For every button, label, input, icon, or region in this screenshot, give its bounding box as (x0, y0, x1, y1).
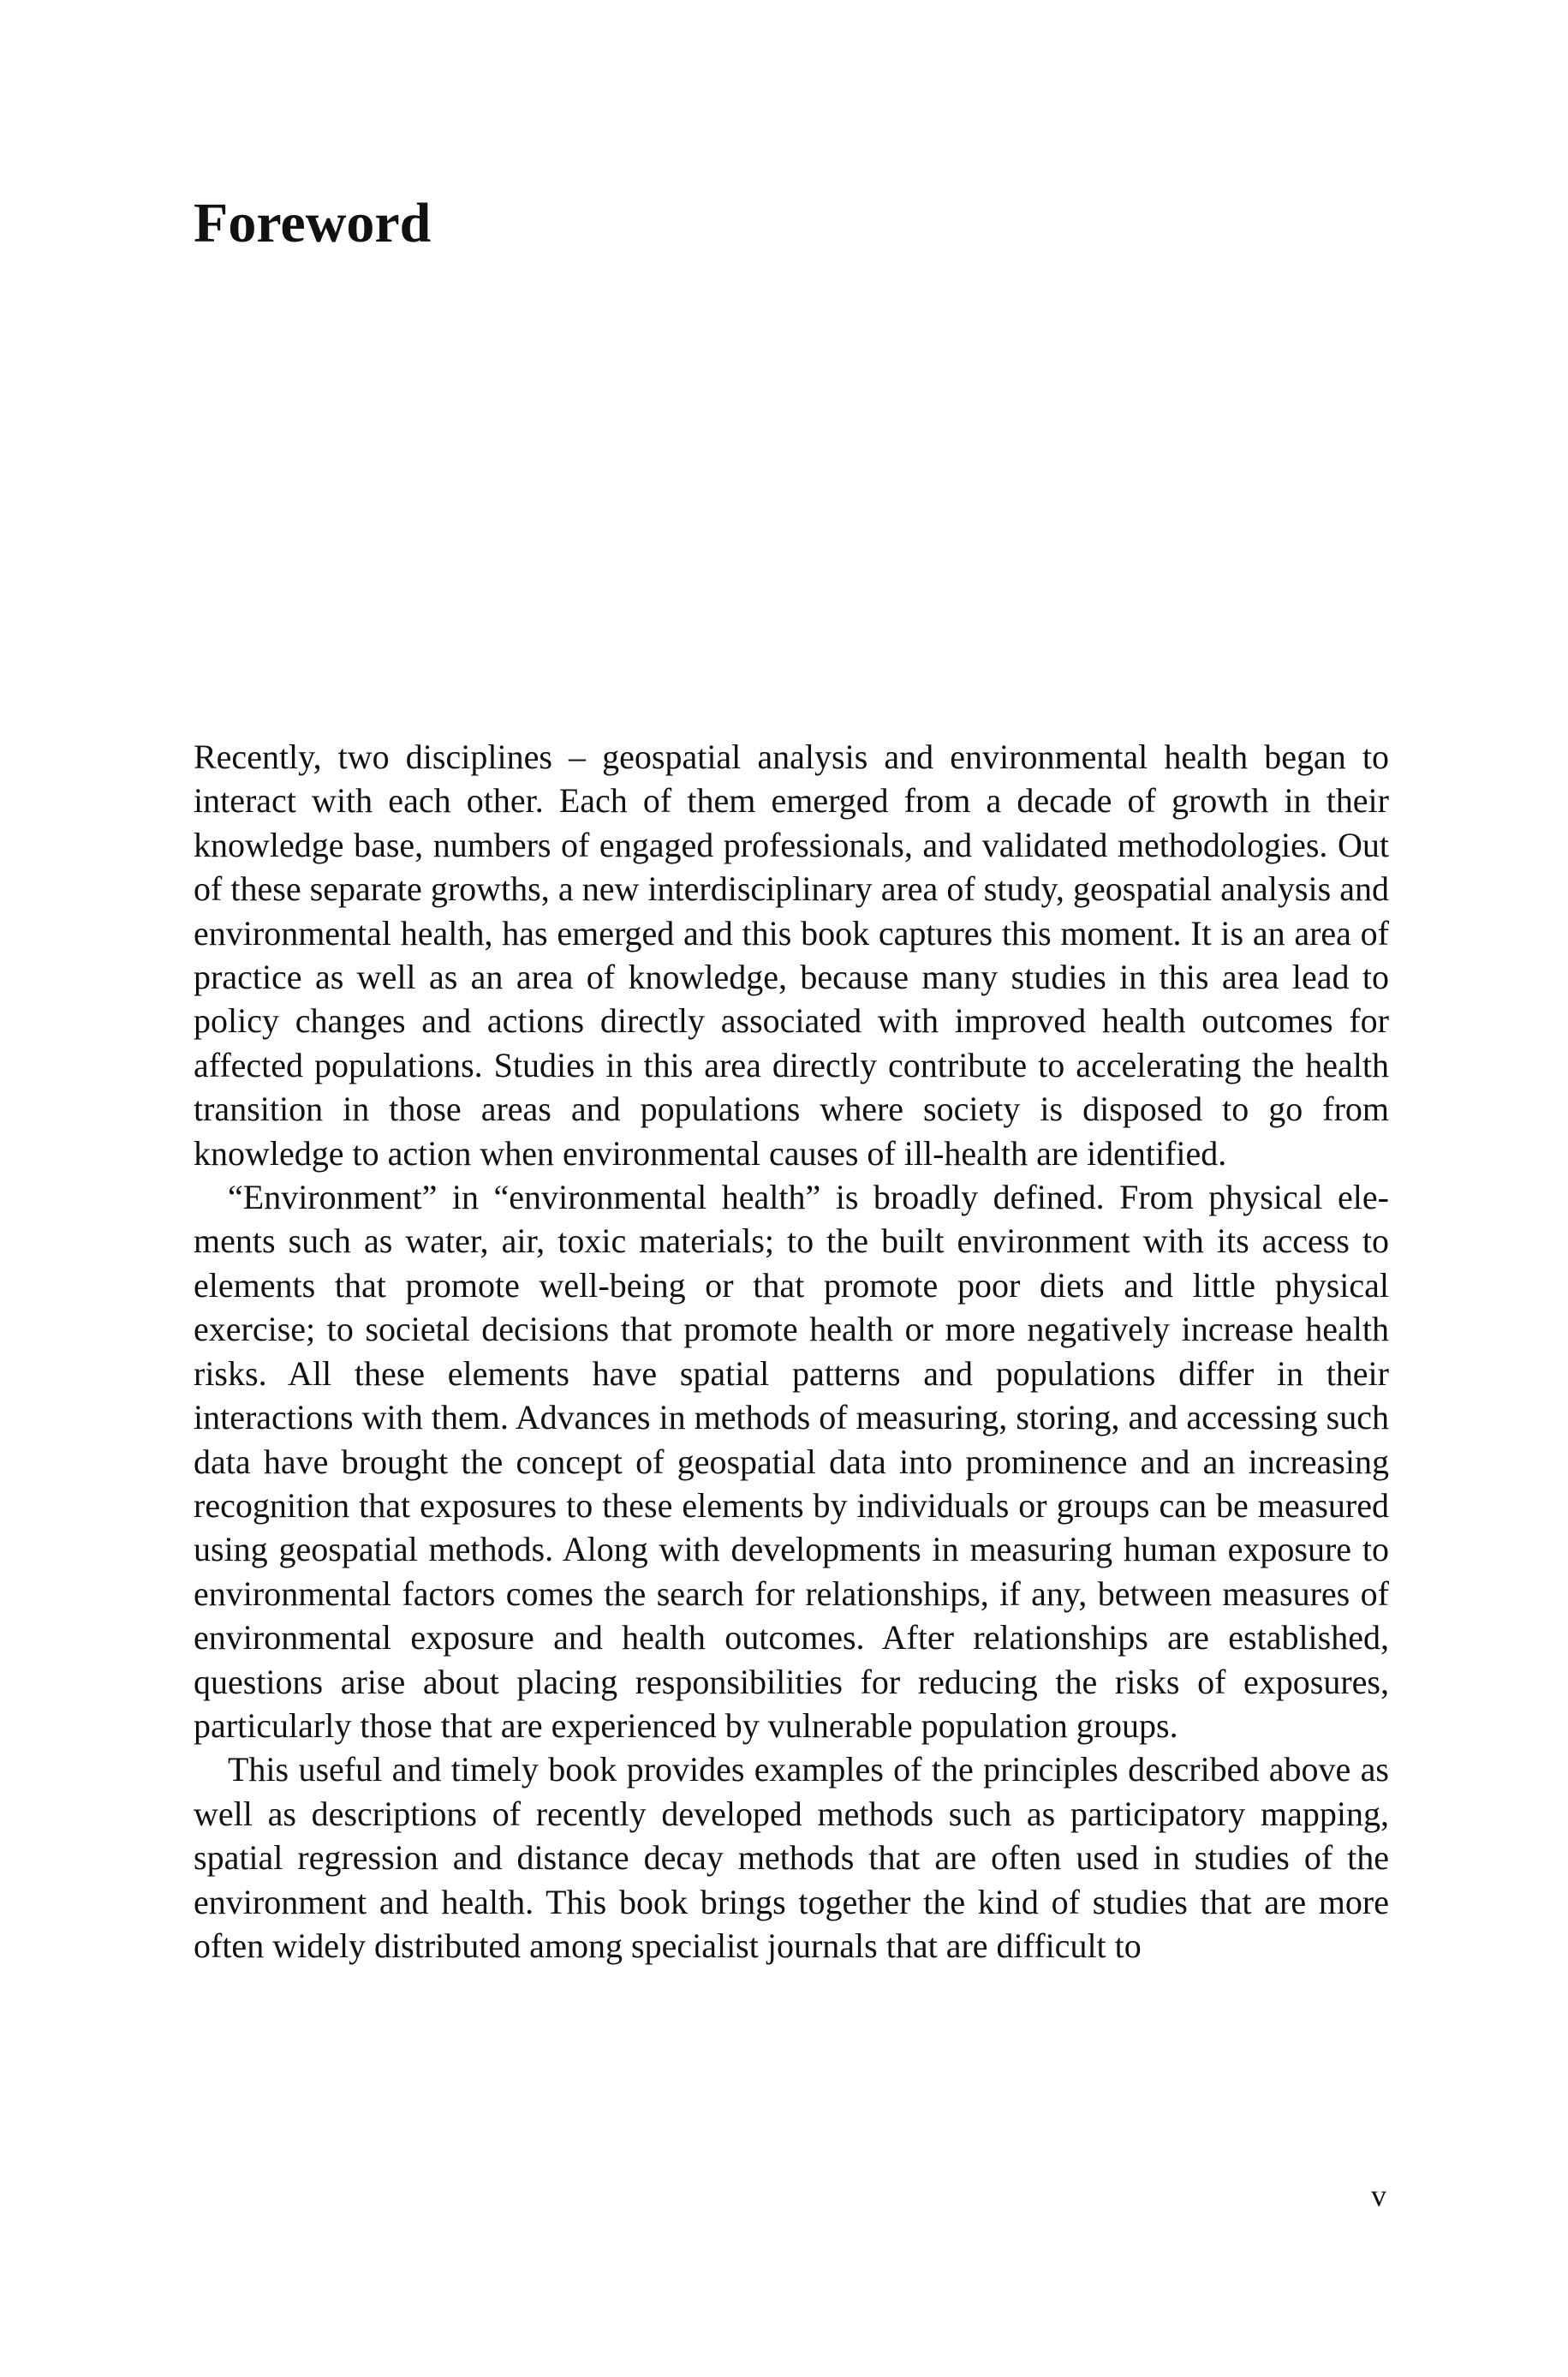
paragraph-2: “Environment” in “environmental health” is broadly defined. From physical elements such as water, air, toxic materials; to the built environment with its access to elements that promote well-being or that promote poor diets and little physical exercise; to societal decisions that promote health or more negatively increase health risks. All these elements have spatial patterns and populations differ in their interactions with them. Advances in methods of measuring, storing, and accessing such data have brought the concept of geospatial data into prominence and an increasing recognition that exposures to these elements by individuals or groups can be measured using geospatial methods. Along with developments in measuring human exposure to environmental factors comes the search for relationships, if any, between measures of environmental exposure and health outcomes. After relationships are established, questions arise about placing responsibilities for reducing the risks of exposures, particularly those that are experienced by vulnerable population groups. (194, 1178, 1389, 1745)
paragraph-1: Recently, two disciplines – geospatial analysis and environmental health began to interact with each other. Each of them emerged from a decade of growth in their knowledge base, numbers of engaged professionals, and validated methodologies. Out of these separate growths, a new interdisciplinary area of study, geospatial analysis and environmental health, has emerged and this book captures this moment. It is an area of practice as well as an area of knowledge, because many studies in this area lead to policy changes and actions directly associated with improved health outcomes for affected populations. Studies in this area directly contribute to accelerating the health transition in those areas and populations where society is disposed to go from knowledge to action when environmental causes of ill-health are identified. (194, 738, 1389, 1173)
page-title: Foreword (194, 192, 432, 254)
page-number: v (1371, 2178, 1386, 2213)
paragraph-3: This useful and timely book provides examples of the principles described above as well as descriptions of recently developed methods such as participatory mapping, spatial regression and distance decay methods that are often used in studies of the environment and health. This book brings together the kind of studies that are more often widely distributed among specialist journals that are difficult to (194, 1750, 1389, 1965)
body-text (194, 735, 1389, 1968)
